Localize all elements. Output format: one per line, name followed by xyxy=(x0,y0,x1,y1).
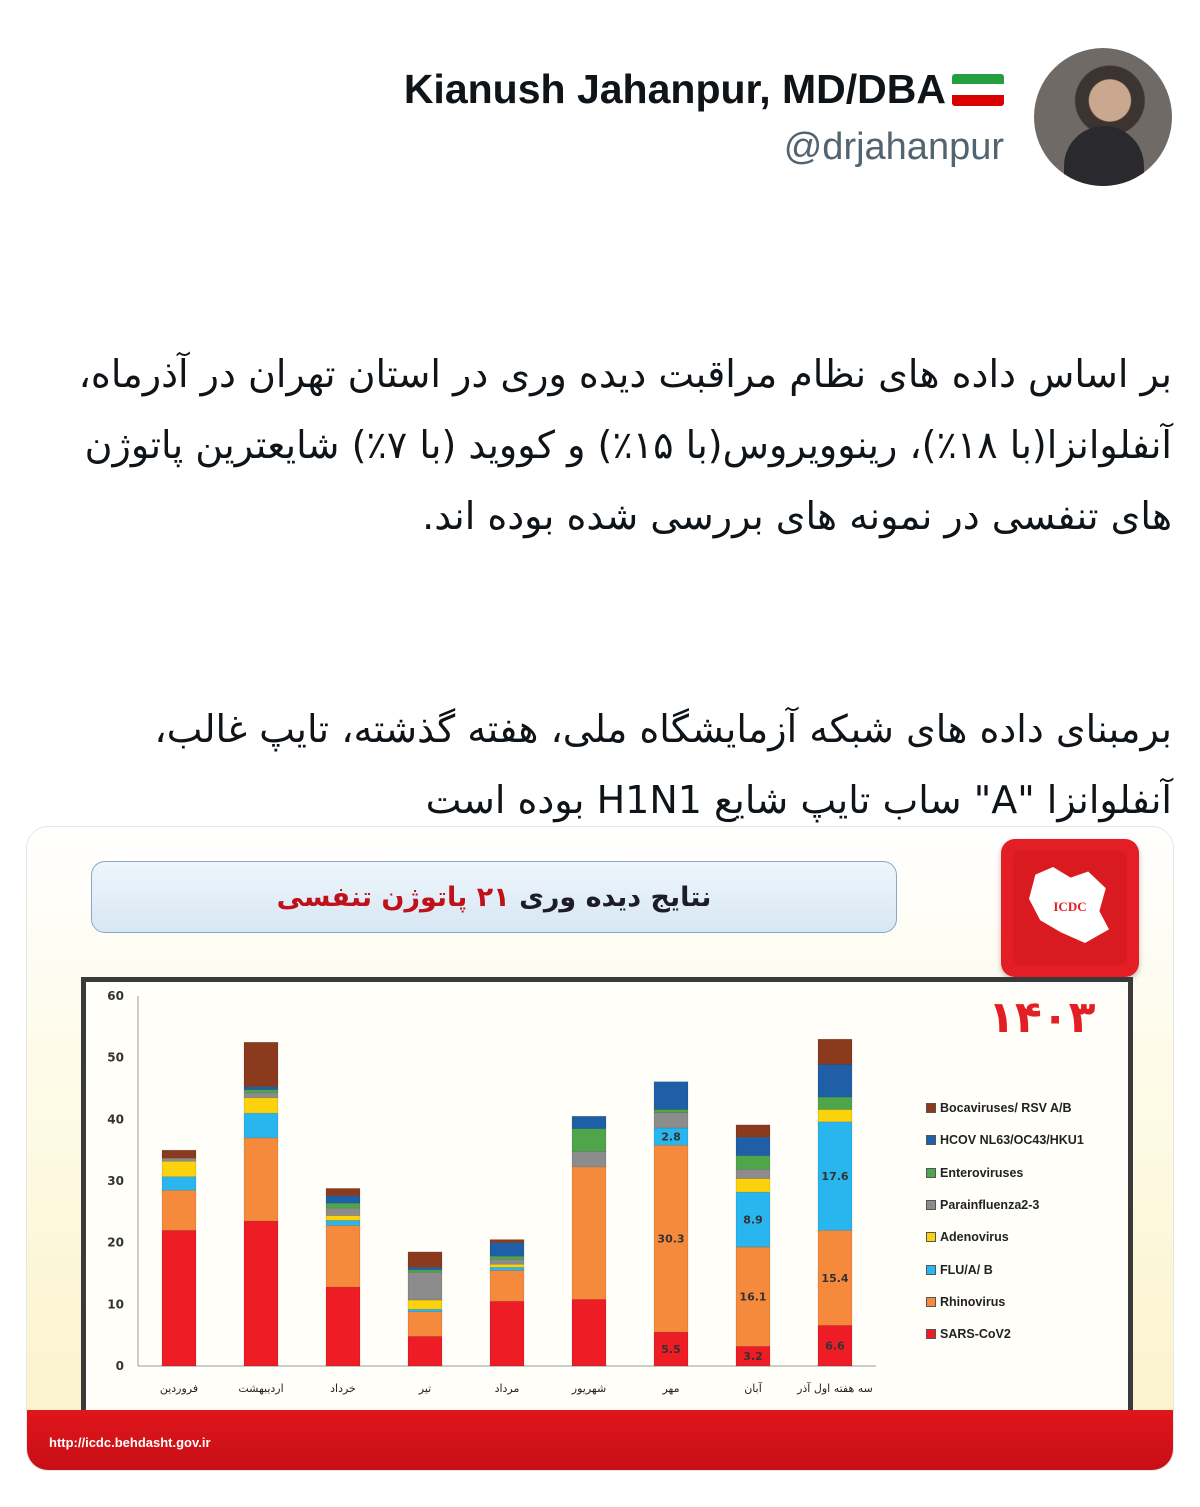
source-url[interactable]: http://icdc.behdasht.gov.ir xyxy=(49,1435,211,1450)
x-tick-label: مهر xyxy=(662,1382,680,1395)
bar-segment xyxy=(818,1064,852,1097)
bar-segment xyxy=(572,1129,606,1152)
legend-item xyxy=(926,1124,1126,1156)
bar-segment xyxy=(572,1167,606,1300)
legend-label: Parainfluenza2-3 xyxy=(940,1198,1040,1213)
bar-segment xyxy=(244,1093,278,1098)
x-tick-label: اردیبهشت xyxy=(238,1382,284,1395)
logo-text: ICDC xyxy=(1053,899,1087,914)
bar-segment xyxy=(162,1190,196,1230)
author-avatar[interactable] xyxy=(1034,48,1172,186)
bar-segment xyxy=(572,1299,606,1366)
bar-segment xyxy=(408,1336,442,1366)
data-label: 16.1 xyxy=(739,1290,767,1304)
tweet-paragraph-2: برمبنای داده های شبکه آزمایشگاه ملی، هفته گذشته، تایپ غالب، آنفلوانزا "A" ساب تایپ شایع H1N1 بوده است xyxy=(154,707,1172,822)
data-label: 15.4 xyxy=(821,1271,849,1285)
legend-label: Bocaviruses/ RSV A/B xyxy=(940,1101,1072,1116)
data-label: 5.5 xyxy=(661,1343,681,1357)
bar-segment xyxy=(490,1301,524,1366)
legend-swatch xyxy=(926,1329,936,1339)
legend-label: Enteroviruses xyxy=(940,1165,1024,1180)
bar-segment xyxy=(736,1179,770,1193)
legend-label: Rhinovirus xyxy=(940,1294,1006,1309)
bar-segment xyxy=(490,1259,524,1264)
bar-segment xyxy=(490,1270,524,1301)
data-label: 3.2 xyxy=(743,1350,763,1364)
legend-swatch xyxy=(926,1297,936,1307)
bar-segment xyxy=(654,1113,688,1128)
tweet-header xyxy=(28,48,1172,198)
bar-segment xyxy=(408,1270,442,1272)
y-tick-label: 60 xyxy=(107,989,124,1003)
bar-segment xyxy=(244,1221,278,1366)
data-label: 2.8 xyxy=(661,1130,681,1144)
chart-legend xyxy=(926,1092,1126,1350)
bar-segment xyxy=(736,1137,770,1156)
legend-item xyxy=(926,1253,1126,1285)
bar-segment xyxy=(162,1177,196,1191)
data-label: 17.6 xyxy=(821,1170,849,1184)
iran-flag-icon xyxy=(952,74,1004,106)
data-label: 8.9 xyxy=(743,1213,763,1227)
banner-title-prefix: نتایج دیده وری xyxy=(519,881,712,913)
legend-item xyxy=(926,1092,1126,1124)
bar-segment xyxy=(244,1087,278,1090)
bar-segment xyxy=(736,1125,770,1137)
chart-title-banner xyxy=(91,861,897,933)
y-tick-label: 20 xyxy=(107,1235,124,1250)
bar-segment xyxy=(408,1267,442,1269)
legend-swatch xyxy=(926,1168,936,1178)
bar-segment xyxy=(408,1300,442,1309)
bar-segment xyxy=(162,1150,196,1158)
x-tick-label: تیر xyxy=(418,1382,432,1395)
legend-label: SARS-CoV2 xyxy=(940,1327,1011,1342)
bar-segment xyxy=(326,1287,360,1366)
bar-segment xyxy=(162,1230,196,1366)
legend-swatch xyxy=(926,1200,936,1210)
icdc-logo xyxy=(1001,839,1139,977)
bar-segment xyxy=(408,1272,442,1300)
data-label: 6.6 xyxy=(825,1339,845,1353)
bar-segment xyxy=(162,1158,196,1161)
legend-item xyxy=(926,1189,1126,1221)
attached-image[interactable] xyxy=(26,826,1174,1471)
x-tick-label: خرداد xyxy=(330,1382,356,1395)
tweet-paragraph-1: بر اساس داده های نظام مراقبت دیده وری در استان تهران در آذرماه، آنفلوانزا(با ۱۸٪)، رینوویروس(با ۱۵٪) و کووید (با ۷٪) شایعترین پاتوژن های تنفسی در نمونه های بررسی شده بوده اند. xyxy=(78,352,1172,538)
bar-segment xyxy=(326,1188,360,1195)
legend-item xyxy=(926,1286,1126,1318)
bar-segment xyxy=(162,1161,196,1176)
legend-swatch xyxy=(926,1135,936,1145)
bar-segment xyxy=(572,1116,606,1128)
x-tick-label: شهریور xyxy=(571,1382,607,1395)
legend-label: FLU/A/ B xyxy=(940,1262,993,1277)
bar-segment xyxy=(326,1216,360,1221)
bar-segment xyxy=(654,1082,688,1110)
bar-segment xyxy=(490,1256,524,1259)
author-name[interactable]: Kianush Jahanpur, MD/DBA xyxy=(403,66,946,112)
x-tick-label: آبان xyxy=(744,1382,762,1395)
author-name-row[interactable] xyxy=(404,66,1004,113)
bar-segment xyxy=(408,1309,442,1311)
bar-segment xyxy=(572,1151,606,1166)
bar-segment xyxy=(736,1156,770,1170)
banner-title-highlight: ۲۱ پاتوژن تنفسی xyxy=(276,881,510,913)
bar-segment xyxy=(818,1109,852,1121)
bar-segment xyxy=(490,1267,524,1270)
x-tick-label: فروردین xyxy=(159,1382,199,1395)
y-tick-label: 40 xyxy=(107,1112,124,1127)
legend-label: HCOV NL63/OC43/HKU1 xyxy=(940,1133,1084,1148)
legend-item xyxy=(926,1157,1126,1189)
bar-segment xyxy=(244,1138,278,1221)
bar-segment xyxy=(490,1240,524,1243)
bar-segment xyxy=(244,1098,278,1113)
bar-segment xyxy=(408,1252,442,1267)
author-handle[interactable]: @drjahanpur xyxy=(783,126,1004,168)
y-tick-label: 50 xyxy=(107,1050,124,1065)
year-label: ۱۴۰۳ xyxy=(988,992,1096,1043)
legend-item xyxy=(926,1221,1126,1253)
bar-segment xyxy=(736,1169,770,1178)
bar-segment xyxy=(326,1196,360,1203)
y-tick-label: 10 xyxy=(107,1297,124,1312)
legend-item xyxy=(926,1318,1126,1350)
x-tick-label: سه هفته اول آذر xyxy=(797,1382,873,1395)
bar-segment xyxy=(244,1090,278,1093)
bar-segment xyxy=(818,1097,852,1109)
bar-segment xyxy=(326,1225,360,1287)
bar-segment xyxy=(244,1113,278,1138)
bar-segment xyxy=(490,1264,524,1267)
legend-label: Adenovirus xyxy=(940,1230,1009,1245)
bar-segment xyxy=(654,1109,688,1112)
y-tick-label: 0 xyxy=(115,1359,124,1373)
x-tick-label: مرداد xyxy=(494,1382,520,1395)
bar-segment xyxy=(490,1243,524,1257)
tweet-text xyxy=(28,268,1172,907)
data-label: 30.3 xyxy=(657,1232,685,1246)
bar-segment xyxy=(818,1039,852,1064)
chart-frame xyxy=(81,977,1133,1441)
legend-swatch xyxy=(926,1265,936,1275)
bar-segment xyxy=(244,1042,278,1086)
bar-segment xyxy=(408,1312,442,1337)
y-tick-label: 30 xyxy=(107,1174,124,1188)
bar-segment xyxy=(326,1220,360,1225)
legend-swatch xyxy=(926,1232,936,1242)
bar-segment xyxy=(326,1208,360,1215)
legend-swatch xyxy=(926,1103,936,1113)
bar-segment xyxy=(326,1203,360,1208)
